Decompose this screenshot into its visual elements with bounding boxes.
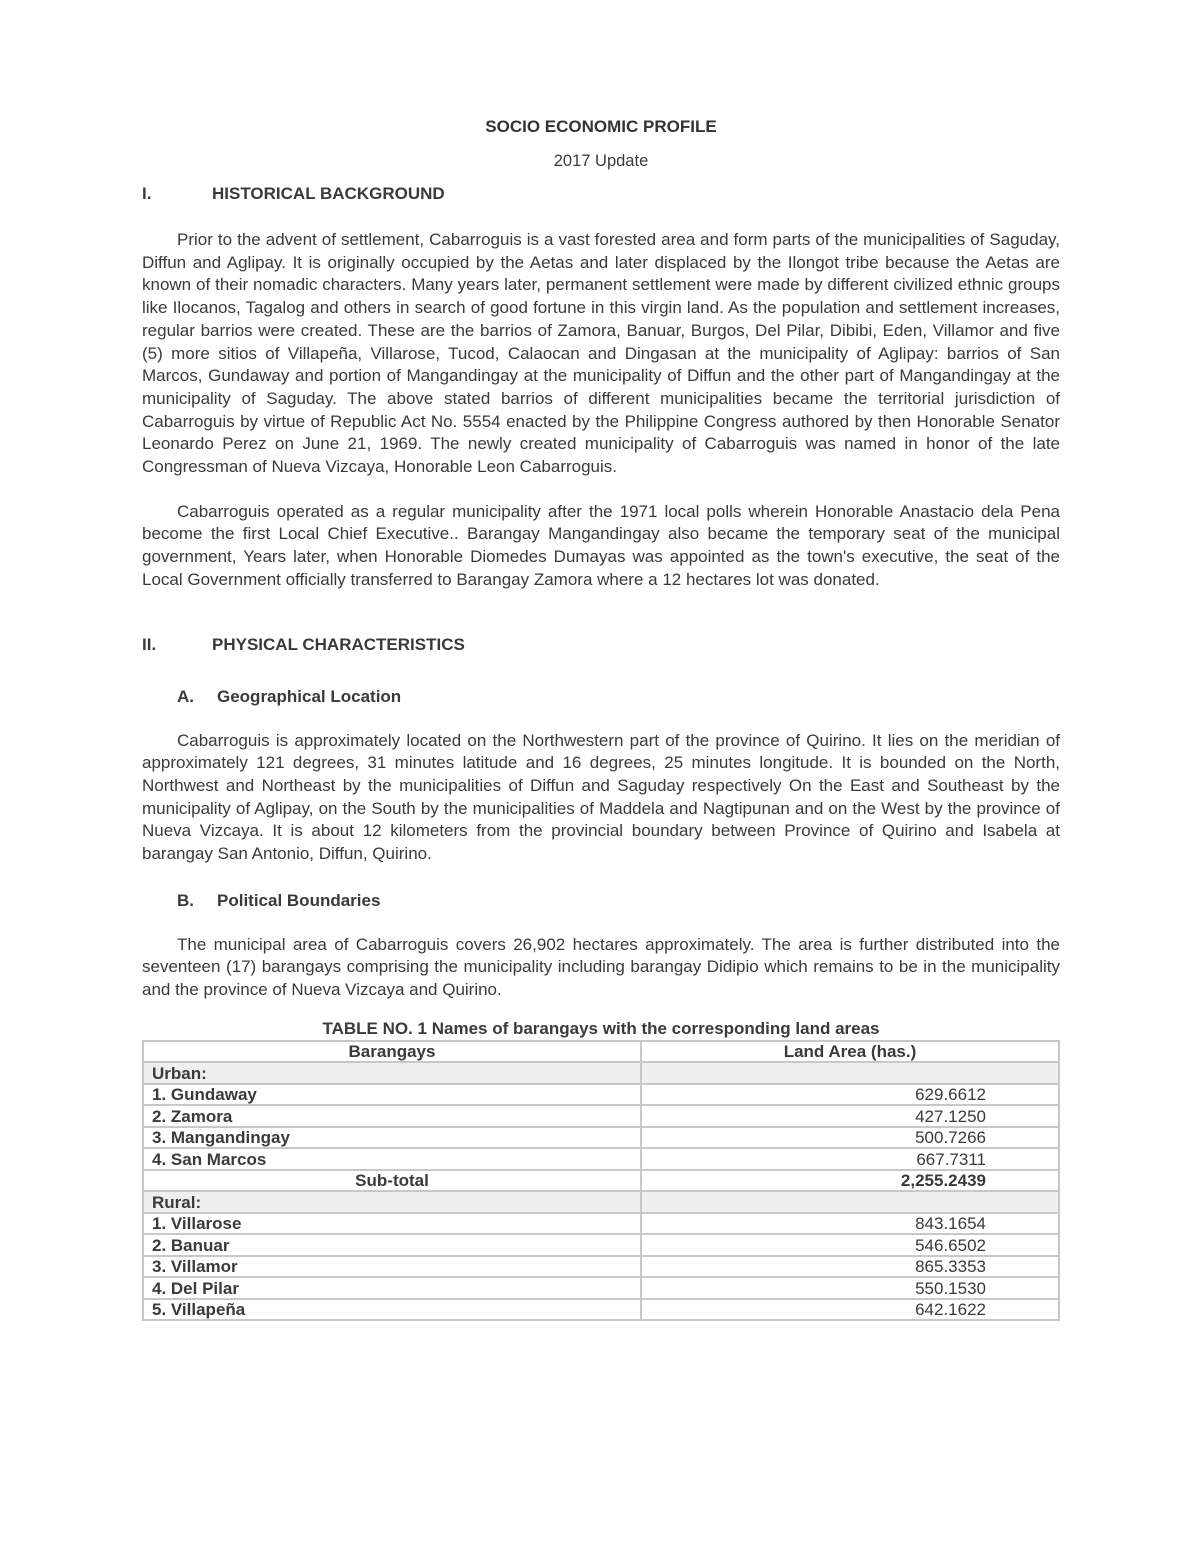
section-title: PHYSICAL CHARACTERISTICS: [212, 634, 465, 654]
barangay-name: 3. Villamor: [143, 1256, 641, 1278]
historical-paragraph-1: Prior to the advent of settlement, Cabarroguis is a vast forested area and form parts of the municipalities of Saguday, Diffun and Aglipay. It is originally occupied by the Aetas and later displaced by the Ilongot tribe because the Aetas are known of their nomadic characters. Many years later, permanent settlement were made by different civilized ethnic groups like Ilocanos, Tagalog and others in search of good fortune in this virgin land. As the population and settlement increases, regular barrios were created. These are the barrios of Zamora, Banuar, Burgos, Del Pilar, Dibibi, Eden, Villamor and five (5) more sitios of Villapeña, Villarose, Tucod, Calaocan and Dingasan at the municipality of Aglipay: barrios of San Marcos, Gundaway and portion of Mangandingay at the municipality of Diffun and the other part of Mangandingay at the municipality of Saguday. The above stated barrios of different municipalities became the territorial jurisdiction of Cabarroguis by virtue of Republic Act No. 5554 enacted by the Philippine Congress authored by then Honorable Senator Leonardo Perez on June 21, 1969. The newly created municipality of Cabarroguis was named in honor of the late Congressman of Nueva Vizcaya, Honorable Leon Cabarroguis.: [142, 230, 1060, 477]
subheading-title: Political Boundaries: [217, 890, 381, 910]
barangay-name: 3. Mangandingay: [143, 1127, 641, 1149]
header-land-area: Land Area (has.): [641, 1041, 1059, 1063]
subheading-letter: B.: [177, 890, 194, 910]
header-barangays: Barangays: [143, 1041, 641, 1063]
subtotal-value: 2,255.2439: [641, 1170, 1059, 1192]
barangay-name: 2. Banuar: [143, 1234, 641, 1256]
table-row: [143, 1213, 1059, 1235]
land-area-value: 427.1250: [641, 1105, 1059, 1127]
table-row-urban-label: [143, 1062, 1059, 1084]
section-number: I.: [142, 184, 152, 203]
table-row: [143, 1127, 1059, 1149]
subtotal-label: Sub-total: [143, 1170, 641, 1192]
land-area-value: 865.3353: [641, 1256, 1059, 1278]
table-row: [143, 1234, 1059, 1256]
geographical-paragraph: Cabarroguis is approximately located on the Northwestern part of the province of Quirino. It lies on the meridian of approximately 121 degrees, 31 minutes latitude and 16 degrees, 25 minutes longitude. It is bounded on the North, Northwest and Northeast by the municipalities of Diffun and Saguday respectively On the East and Southeast by the municipality of Aglipay, on the South by the municipalities of Maddela and Nagtipunan and on the West by the province of Nueva Vizcaya. It is about 12 kilometers from the provincial boundary between Province of Quirino and Isabela at barangay San Antonio, Diffun, Quirino.: [142, 730, 1060, 864]
land-area-table: [142, 1040, 1060, 1322]
table-row: [143, 1105, 1059, 1127]
section-title: HISTORICAL BACKGROUND: [212, 184, 445, 203]
table-title: TABLE NO. 1 Names of barangays with the corresponding land areas: [322, 1018, 880, 1038]
table-row: [143, 1256, 1059, 1278]
table-row: [143, 1277, 1059, 1299]
subheading-letter: A.: [177, 686, 194, 706]
document-subtitle: 2017 Update: [553, 152, 649, 170]
land-area-value: 629.6612: [641, 1084, 1059, 1106]
land-area-value: 843.1654: [641, 1213, 1059, 1235]
land-area-value: 642.1622: [641, 1299, 1059, 1321]
section-heading-historical: [142, 183, 1060, 205]
political-paragraph: The municipal area of Cabarroguis covers 26,902 hectares approximately. The area is further distributed into the seventeen (17) barangays comprising the municipality including barangay Didipio which remains to be in the municipality and the province of Nueva Vizcaya and Quirino.: [142, 934, 1060, 1000]
subheading-political-boundaries: [142, 890, 1060, 912]
land-area-value: 667.7311: [641, 1148, 1059, 1170]
section-heading-physical: [142, 634, 1060, 656]
table-row: [143, 1084, 1059, 1106]
document-page: [142, 116, 1060, 1321]
table-row: [143, 1148, 1059, 1170]
historical-paragraph-2: Cabarroguis operated as a regular municipality after the 1971 local polls wherein Honorable Anastacio dela Pena become the first Local Chief Executive.. Barangay Mangandingay also became the temporary seat of the municipal government, Years later, when Honorable Diomedes Dumayas was appointed as the town's executive, the seat of the Local Government officially transferred to Barangay Zamora where a 12 hectares lot was donated.: [142, 501, 1060, 589]
table-row-rural-label: [143, 1191, 1059, 1213]
empty-cell: [641, 1191, 1059, 1213]
barangay-name: 4. San Marcos: [143, 1148, 641, 1170]
land-area-value: 500.7266: [641, 1127, 1059, 1149]
empty-cell: [641, 1062, 1059, 1084]
barangay-name: 2. Zamora: [143, 1105, 641, 1127]
table-header-row: [143, 1041, 1059, 1063]
table-row: [143, 1299, 1059, 1321]
barangay-name: 5. Villapeña: [143, 1299, 641, 1321]
barangay-name: 1. Villarose: [143, 1213, 641, 1235]
subheading-title: Geographical Location: [217, 686, 402, 706]
document-title: SOCIO ECONOMIC PROFILE: [485, 117, 717, 136]
land-area-value: 550.1530: [641, 1277, 1059, 1299]
barangay-name: 4. Del Pilar: [143, 1277, 641, 1299]
rural-label: Rural:: [143, 1191, 641, 1213]
land-area-value: 546.6502: [641, 1234, 1059, 1256]
barangay-name: 1. Gundaway: [143, 1084, 641, 1106]
section-number: II.: [142, 634, 157, 654]
urban-label: Urban:: [143, 1062, 641, 1084]
subheading-geographical-location: [142, 686, 1060, 708]
table-row-subtotal: [143, 1170, 1059, 1192]
